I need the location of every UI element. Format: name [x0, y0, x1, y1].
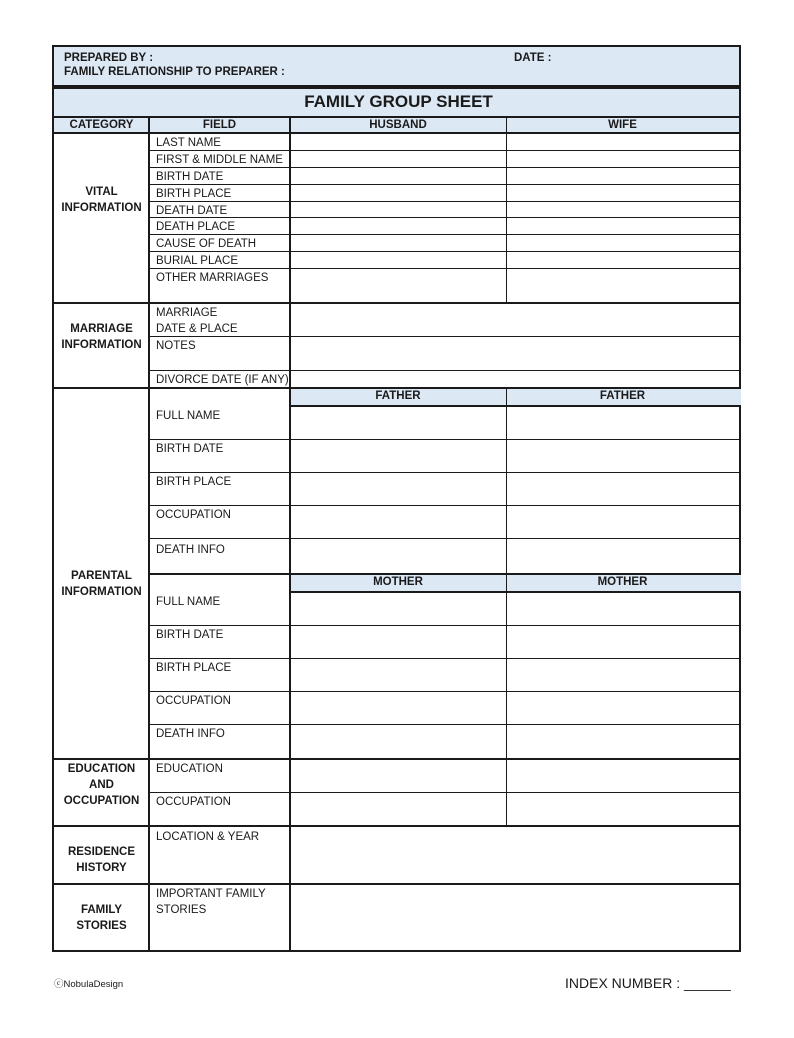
field-date-place: DATE & PLACE [156, 323, 238, 335]
mother-husband-label: MOTHER [373, 576, 423, 588]
copyright-text: ⓒNobulaDesign [54, 979, 124, 990]
col-husband: HUSBAND [369, 119, 427, 131]
field-marriage: MARRIAGE [156, 307, 218, 319]
father-birth-date: BIRTH DATE [156, 443, 224, 455]
relationship-label: FAMILY RELATIONSHIP TO PREPARER : [64, 66, 285, 78]
index-number-label: INDEX NUMBER : ______ [565, 975, 731, 991]
mother-birth-date: BIRTH DATE [156, 629, 224, 641]
field-death-date: DEATH DATE [156, 205, 228, 217]
mother-occupation: OCCUPATION [156, 695, 231, 707]
field-occupation: OCCUPATION [156, 796, 231, 808]
father-full-name: FULL NAME [156, 410, 221, 422]
col-category: CATEGORY [69, 119, 134, 131]
category-vital-information: VITAL INFORMATION [61, 186, 142, 214]
category-education-occupation: EDUCATION AND OCCUPATION [63, 763, 140, 807]
col-wife: WIFE [608, 119, 637, 131]
date-label: DATE : [514, 52, 552, 64]
field-location-year: LOCATION & YEAR [156, 831, 260, 843]
field-cause-of-death: CAUSE OF DEATH [156, 238, 257, 250]
field-death-place: DEATH PLACE [156, 221, 236, 233]
mother-birth-place: BIRTH PLACE [156, 662, 232, 674]
field-burial-place: BURIAL PLACE [156, 255, 239, 267]
family-group-sheet [52, 87, 741, 952]
father-wife-label: FATHER [599, 390, 646, 402]
category-family-stories: FAMILY STORIES [76, 904, 127, 932]
field-important-family: IMPORTANT FAMILY [156, 888, 266, 900]
field-last-name: LAST NAME [156, 137, 221, 149]
category-marriage-information: MARRIAGE INFORMATION [61, 323, 142, 351]
field-stories: STORIES [156, 904, 207, 916]
field-birth-place: BIRTH PLACE [156, 188, 232, 200]
field-notes: NOTES [156, 340, 196, 352]
prepared-by-label: PREPARED BY : [64, 52, 154, 64]
mother-death-info: DEATH INFO [156, 728, 225, 740]
field-education: EDUCATION [156, 763, 223, 775]
father-occupation: OCCUPATION [156, 509, 231, 521]
father-death-info: DEATH INFO [156, 544, 225, 556]
mother-full-name: FULL NAME [156, 596, 221, 608]
page-title: FAMILY GROUP SHEET [304, 92, 493, 111]
father-husband-label: FATHER [375, 390, 421, 402]
header-box [52, 45, 741, 87]
field-other-marriages: OTHER MARRIAGES [156, 272, 269, 284]
mother-wife-label: MOTHER [597, 576, 648, 588]
father-birth-place: BIRTH PLACE [156, 476, 232, 488]
field-first-middle-name: FIRST & MIDDLE NAME [156, 154, 283, 166]
field-birth-date: BIRTH DATE [156, 171, 224, 183]
col-field: FIELD [202, 119, 237, 131]
field-divorce-date: DIVORCE DATE (IF ANY) [156, 374, 289, 386]
category-parental-information: PARENTAL INFORMATION [61, 570, 142, 598]
category-residence-history: RESIDENCE HISTORY [67, 846, 136, 874]
